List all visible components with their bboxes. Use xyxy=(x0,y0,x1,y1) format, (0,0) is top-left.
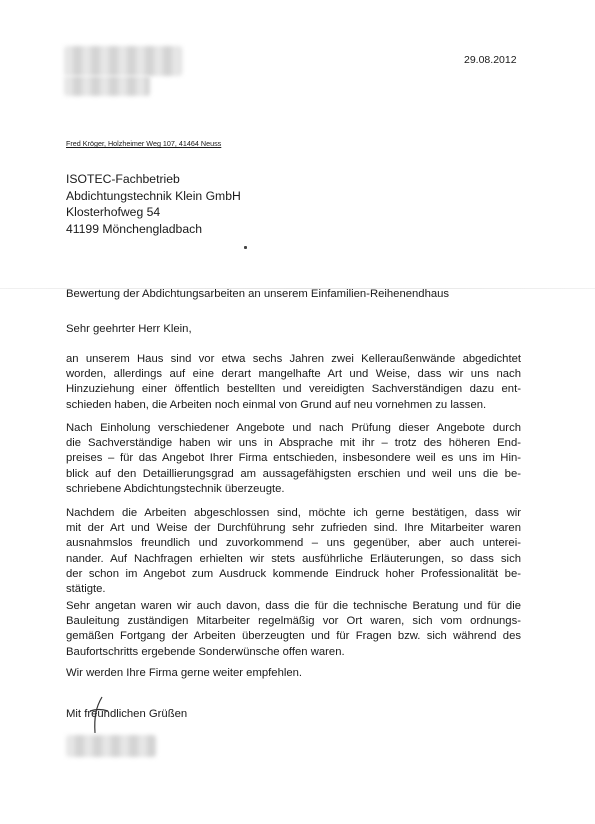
paragraph-line: Bauleitung zuständigen Mitarbeiter regelmäßig vor Ort waren, sich vom ordnungs- xyxy=(66,615,521,628)
paragraph-line: stätigte. xyxy=(66,583,106,596)
redacted-sender-block-lower xyxy=(64,76,150,96)
recipient-line: 41199 Mönchengladbach xyxy=(66,221,202,236)
body-paragraph xyxy=(66,352,521,413)
body-paragraph xyxy=(66,506,521,597)
paragraph-line: die Sachverständige haben wir uns in Absprache mit ihr – trotz des höheren End- xyxy=(66,437,521,450)
recipient-line: ISOTEC-Fachbetrieb xyxy=(66,172,180,186)
redacted-sender-block xyxy=(64,46,182,76)
paragraph-line: Sehr angetan waren wir auch davon, dass die für die technische Beratung und für die xyxy=(66,600,521,612)
scan-speck xyxy=(244,246,247,249)
return-address-line: Fred Kröger, Holzheimer Weg 107, 41464 Neuss xyxy=(66,139,222,148)
paragraph-line: mit der Art und Weise der Durchführung sehr zufrieden sind. Ihre Mitarbeiter waren xyxy=(66,522,521,535)
regards-line: Mit freundlichen Grüßen xyxy=(66,708,188,720)
paragraph-line: an unserem Haus sind vor etwa sechs Jahren zwei Kelleraußenwände abgedichtet xyxy=(66,353,521,365)
body-paragraph xyxy=(66,421,521,497)
paragraph-line: blick auf den Detaillierungsgrad am aussagefähigsten erschien und weil uns die be- xyxy=(66,467,521,480)
paragraph-line: preises – für das Angebot Ihrer Firma entschieden, insbesondere weil es uns im Hin- xyxy=(66,452,521,465)
paragraph-line: schriebene Abdichtungstechnik überzeugte. xyxy=(66,482,285,495)
recipient-line: Klosterhofweg 54 xyxy=(66,205,161,219)
closing-sentence: Wir werden Ihre Firma gerne weiter empfehlen. xyxy=(66,667,303,679)
letter-date: 29.08.2012 xyxy=(464,54,517,66)
paragraph-line: worden, allerdings auf eine derart mangelhafte Art und Weise, dass wir uns nach xyxy=(66,368,521,381)
paragraph-line: nander. Auf Nachfragen erhielten wir stets ausführliche Erläuterungen, so dass sich xyxy=(66,552,521,565)
salutation: Sehr geehrter Herr Klein, xyxy=(66,323,192,335)
recipient-address xyxy=(66,171,241,237)
paragraph-line: Baufortschritts ergebende Sonderwünsche offen waren. xyxy=(66,645,345,658)
paragraph-line: schieden haben, die Arbeiten noch einmal von Grund auf neu vornehmen zu lassen. xyxy=(66,398,487,411)
paragraph-line: Hinzuziehung einer öffentlich bestellten und vereidigten Sachverständigen dazu ent- xyxy=(66,383,521,396)
paragraph-line: gemäßen Fortgang der Arbeiten überzeugten und für Fragen bzw. sich während des xyxy=(66,630,521,643)
paragraph-line: der schon im Angebot zum Ausdruck kommende Eindruck hoher Professionalität be- xyxy=(66,567,521,580)
subject-line: Bewertung der Abdichtungsarbeiten an unserem Einfamilien-Reihenendhaus xyxy=(66,288,450,300)
redacted-signature xyxy=(66,735,156,757)
paragraph-line: ausnahmslos freundlich und zuvorkommend – uns gegenüber, aber auch unterei- xyxy=(66,537,521,550)
recipient-line: Abdichtungstechnik Klein GmbH xyxy=(66,188,241,203)
body-paragraph xyxy=(66,599,521,660)
paragraph-line: Nachdem die Arbeiten abgeschlossen sind, möchte ich gerne bestätigen, dass wir xyxy=(66,507,521,519)
paragraph-line: Nach Einholung verschiedener Angebote und nach Prüfung dieser Angebote durch xyxy=(66,422,521,434)
